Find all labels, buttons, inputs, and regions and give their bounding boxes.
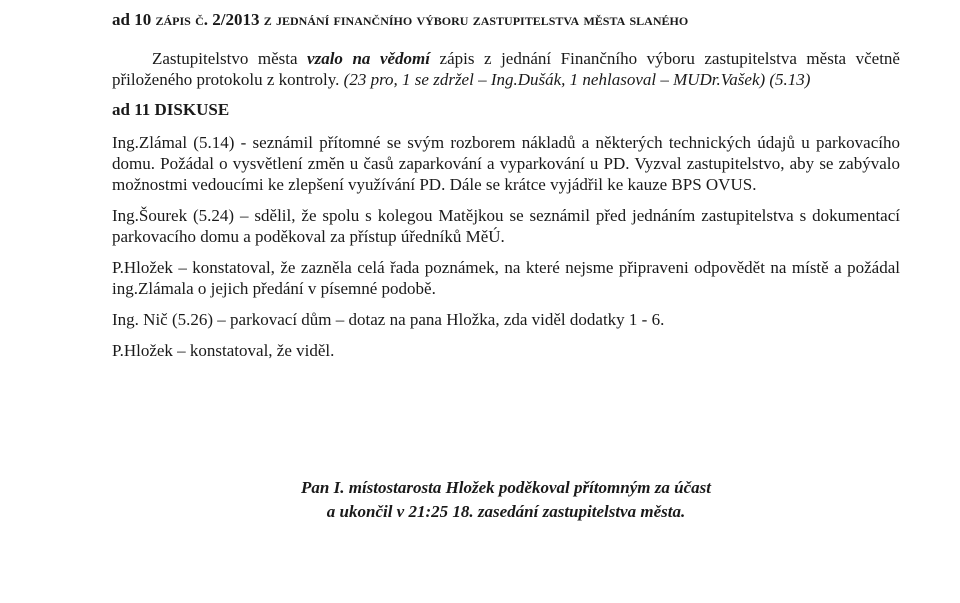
closing-line-2: a ukončil v 21:25 18. zasedání zastupitelstva města. [326,502,686,521]
resolution-text-c: zápis z jednání Finančního výboru zastupitelstva města včetně přiloženého protokolu z kontroly. [112,49,900,89]
resolution-text-a: Zastupitelstvo města [152,49,308,68]
discussion-paragraph: Ing.Zlámal (5.14) - seznámil přítomné se svým rozborem nákladů a některých technických údajů u parkovacího domu. Požádal o vysvětlení změn u časů zaparkování a vyparkování u PD. Vyzval zastupitelstvo, aby se zabývalo možnostmi vedoucími ke zlepšení využívání PD. Dále se krátce vyjádřil ke kauze BPS OVUS. [112,133,900,194]
heading-title: zápis č. 2/2013 z jednání finančního výboru zastupitelstva města slaného [155,10,689,29]
heading-prefix: ad 10 [112,10,156,29]
discussion-paragraph: P.Hložek – konstatoval, že zazněla celá řada poznámek, na které nejsme připraveni odpovědět na místě a požádal ing.Zlámala o jejich předání v písemné podobě. [112,258,900,298]
resolution-emphasis: vzalo na vědomí [307,49,430,68]
closing-statement [112,476,900,524]
section-heading-ad11: ad 11 DISKUSE [112,100,230,119]
resolution-vote: (23 pro, 1 se zdržel – Ing.Dušák, 1 nehlasoval – MUDr.Vašek) (5.13) [343,70,811,89]
closing-line-1: Pan I. místostarosta Hložek poděkoval přítomným za účast [301,478,711,497]
document-body [112,10,900,361]
discussion-paragraph: P.Hložek – konstatoval, že viděl. [112,341,335,360]
discussion-paragraph: Ing. Nič (5.26) – parkovací dům – dotaz na pana Hložka, zda viděl dodatky 1 - 6. [112,310,665,329]
discussion-paragraph: Ing.Šourek (5.24) – sdělil, že spolu s kolegou Matějkou se seznámil před jednáním zastupitelstva s dokumentací parkovacího domu a poděkoval za přístup úředníků MěÚ. [112,206,900,246]
resolution-paragraph [112,48,900,90]
section-heading-ad10 [112,10,900,30]
